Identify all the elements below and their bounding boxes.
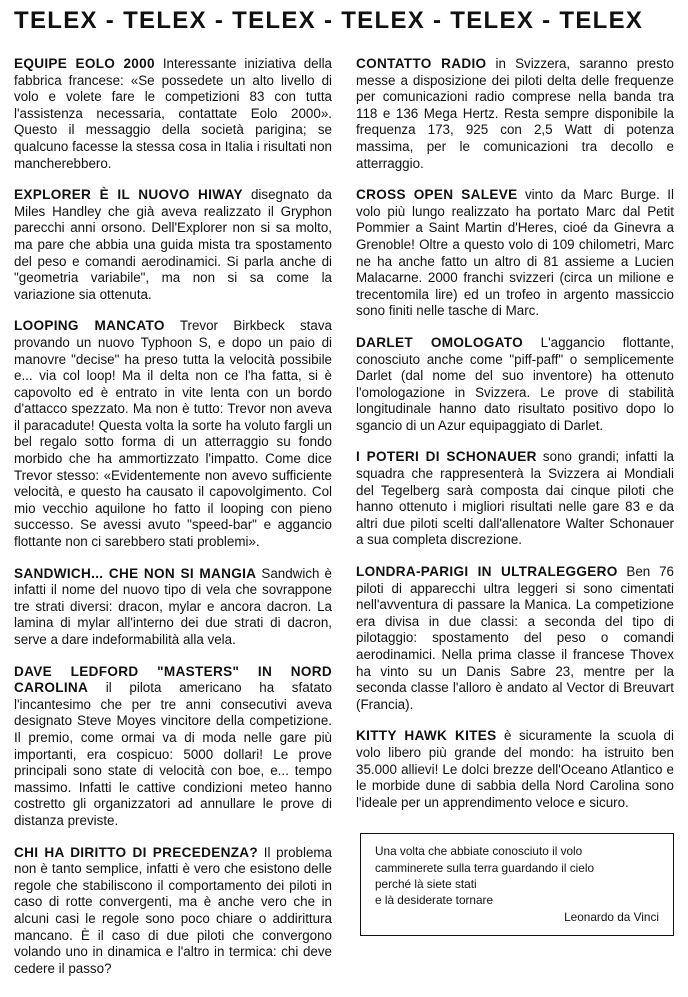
quote-line: perché là siete stati [375, 876, 477, 891]
article-headline: KITTY HAWK KITES [356, 728, 497, 744]
article-looping-mancato [14, 318, 332, 550]
quote-line: e là desiderate tornare [375, 893, 494, 908]
article-body: L'aggancio flottante, conosciuto anche come "piff-paff" o semplicemente Darlet (dal nome del suo inventore) ha ottenuto l'omologazione in Svizzera. Le prove di stabilità longitudinale hanno dato risultato positivo dopo lo sgancio di un Azur equipaggiato di Darlet. [356, 334, 674, 433]
article-headline: DARLET OMOLOGATO [356, 334, 523, 350]
article-headline: EXPLORER È IL NUOVO HIWAY [14, 187, 243, 203]
telex-banner: TELEX - TELEX - TELEX - TELEX - TELEX - TELEX [14, 7, 644, 34]
article-headline: CROSS OPEN SALEVE [356, 187, 518, 203]
quote-line: camminerete sulla terra guardando il cielo [375, 860, 595, 875]
article-headline: SANDWICH... CHE NON SI MANGIA [14, 565, 257, 581]
article-body: il pilota americano ha sfatato l'incantesimo che per tre anni consecutivi aveva designato Steve Moyes vincitore della competizione. Il premio, come ormai va di moda nelle gare più importanti, era cospicuo: 5000 dollari! Le prove principali sono state di velocità con boe, e... tempo massimo. Infatti le cattive condizioni meteo hanno costretto gli organizzatori ad annullare le prove di distanza previste. [14, 680, 332, 828]
article-kitty-hawk-kites [356, 728, 674, 811]
article-headline: LOOPING MANCATO [14, 318, 165, 334]
article-contatto-radio [356, 56, 674, 172]
article-headline: DAVE LEDFORD "MASTERS" IN NORD CAROLINA [14, 663, 332, 696]
quote-author: Leonardo da Vinci [564, 909, 659, 924]
article-sandwich [14, 566, 332, 649]
article-body: Il problema non è tanto semplice, infatti è vero che esistono delle regole che stabiliscono il comportamento dei piloti in caso di rotte convergenti, ma è anche vero che in alcuni casi le regole sono poco chiare o addirittura mancano. È il caso di due piloti che convergono volando uno in dinamica e l'altro in termica: chi deve cedere il passo? [14, 844, 332, 976]
article-headline: CONTATTO RADIO [356, 56, 487, 71]
article-body: è sicuramente la scuola di volo libero più grande del mondo: ha istruito ben 35.000 allievi! Le dolci brezze dell'Oceano Atlantico e le morbide dune di sabbia della Nord Carolina sono l'ideale per un apprendimento veloce e sicuro. [356, 728, 674, 810]
article-headline: EQUIPE EOLO 2000 [14, 56, 155, 71]
article-londra-parigi [356, 564, 674, 713]
article-cross-open-saleve [356, 187, 674, 320]
quote-box [360, 833, 674, 935]
quote-line: Una volta che abbiate conosciuto il volo [375, 844, 583, 859]
article-explorer-hiway [14, 187, 332, 303]
article-poteri-schonauer [356, 449, 674, 549]
article-body: Sandwich è infatti il nome del nuovo tipo di vela che sovrappone tre strati diversi: dracon, mylar e ancora dacron. La lamina di mylar all'interno dei due strati di dacron, serve a dare indeformabilità alla vela. [14, 565, 333, 647]
article-darlet-omologato [356, 335, 674, 435]
article-body: sono grandi; infatti la squadra che rappresenterà la Svizzera ai Mondiali del Tegelberg sarà composta dai cinque piloti che hanno ottenuto i migliori risultati nelle gare 83 e da altri due piloti scelti dall'allenatore Walter Schonauer a sua completa discrezione. [356, 449, 674, 548]
article-body: in Svizzera, saranno presto messe a disposizione dei piloti delta delle frequenze per comunicazioni radio comprese nella banda tra 118 e 136 Mega Hertz. Resta sempre disponibile la frequenza 173, 925 con 2,5 Watt di potenza massima, per le comunicazioni tra decollo e atterraggio. [356, 56, 674, 171]
article-equipe-eolo [14, 56, 332, 172]
article-body: Trevor Birkbeck stava provando un nuovo Typhoon S, e dopo un paio di manovre "decise" ha preso tutta la velocità possibile e... via col loop! Ma il delta non ce l'ha fatta, si è capovolto ed è entrato in vite lenta con un bordo d'attacco spezzato. Ma non è tutto: Trevor non aveva il paracadute! Questa volta la sorte ha voluto fargli un bel regalo sotto forma di un atterraggio su fondo morbido che ha ammortizzato l'impatto. Come dice Trevor stesso: «Evidentemente non avevo sufficiente velocità, e questo ha causato il capovolgimento. Col mio vecchio aquilone ho fatto il looping con pieno successo. Se avessi avuto "speed-bar" e aggancio flottante non ci sarebbero stati problemi». [14, 318, 332, 550]
article-precedenza [14, 845, 332, 978]
right-column [356, 56, 674, 992]
article-headline: CHI HA DIRITTO DI PRECEDENZA? [14, 844, 259, 860]
article-body: Interessante iniziativa della fabbrica francese: «Se possedete un alto livello di volo e volete fare le competizioni 83 con tutta l'assistenza necessaria, contattate Eolo 2000». Questo il messaggio della società parigina; se qualcuno facesse la stessa cosa in Italia i risultati non mancherebbero. [14, 56, 332, 171]
article-headline: I POTERI DI SCHONAUER [356, 449, 537, 465]
columns [14, 56, 674, 992]
article-body: vinto da Marc Burge. Il volo più lungo realizzato ha portato Marc dal Petit Pommier a Saint Martin d'Heres, cioé da Ginevra a Grenoble! Oltre a questo volo di 109 chilometri, Marc ne ha anche fatto un altro di 81 assieme a Lucien Malacarne. 2000 franchi svizzeri (circa un milione e trecentomila lire) ed un trofeo in argento massiccio sono finiti nelle tasche di Marc. [356, 187, 674, 319]
left-column [14, 56, 332, 992]
article-headline: LONDRA-PARIGI IN ULTRALEGGERO [356, 564, 618, 580]
article-body: Ben 76 piloti di apparecchi ultra leggeri si sono cimentati nell'avventura di passare la Manica. La competizione era divisa in due classi: a seconda del tipo di pilotaggio: spostamento del peso o comandi aerodinamici. Nella prima classe il francese Thovex ha vinto su un Danis Sabre 23, mentre per la seconda classe l'alloro è andato al Vector di Breuvart (Francia). [356, 564, 674, 712]
article-body: disegnato da Miles Handley che già aveva realizzato il Gryphon parecchi anni orsono. Dell'Explorer non si sa molto, ma pare che abbia una guida mista tra spostamento del peso e comandi aerodinamici. Si parla anche di "geometria variabile", ma non si sa come la variazione sia ottenuta. [14, 187, 332, 302]
article-dave-ledford [14, 664, 332, 830]
